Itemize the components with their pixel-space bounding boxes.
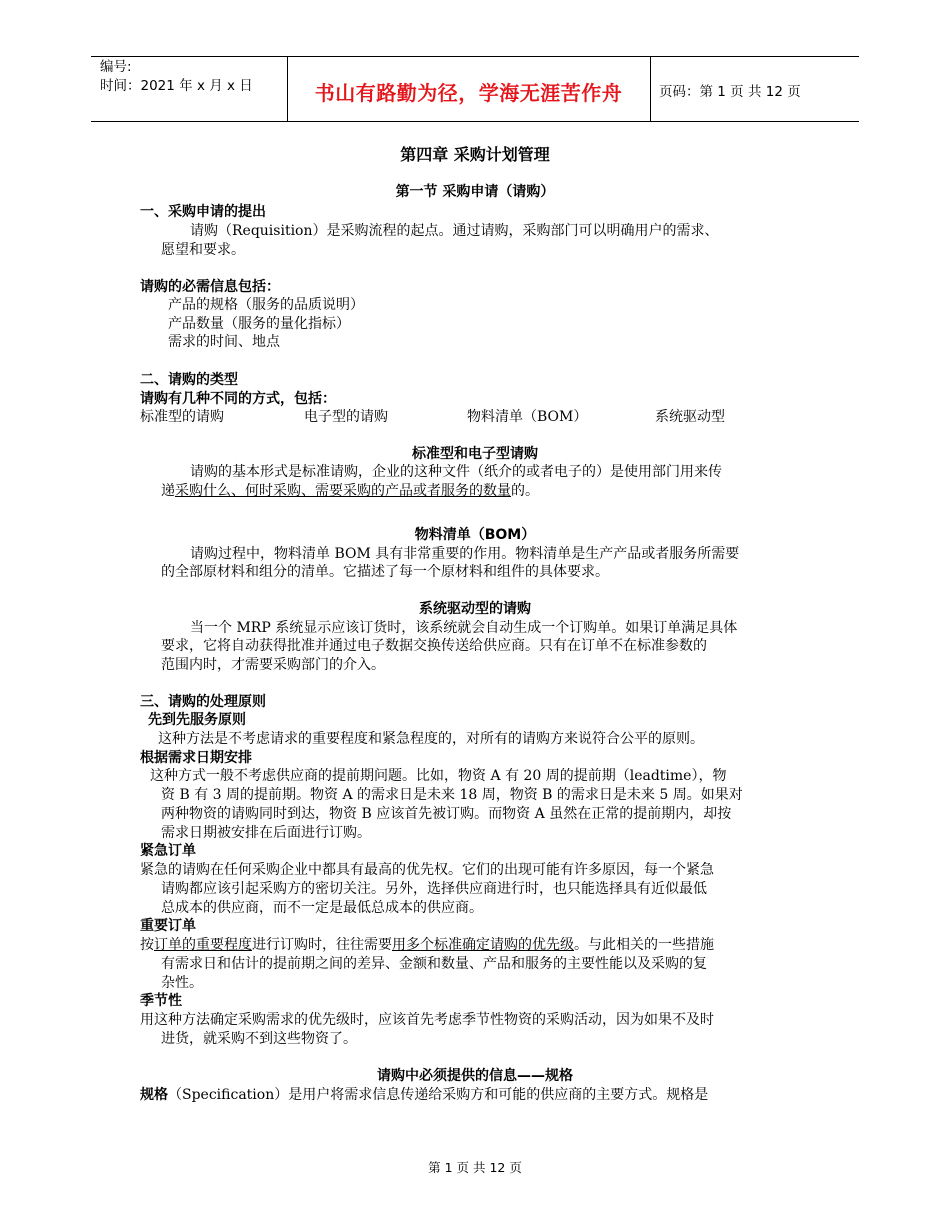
header-meta [100, 58, 253, 96]
page-footer: 第 1 页 共 12 页 [428, 1160, 522, 1175]
required-info-heading: 请购的必需信息包括： [140, 279, 280, 295]
paragraph-line: 规格（Specification）是用户将需求信息传递给采购方和可能的供应商的主要方式。规格是 [140, 1087, 709, 1103]
type-item: 电子型的请购 [304, 409, 388, 425]
paragraph-line: 总成本的供应商，而不一定是最低总成本的供应商。 [161, 900, 483, 916]
paragraph-line: 资 B 有 3 周的提前期。物资 A 的需求日是未来 18 周，物资 B 的需求日是未来 5 周。如果对 [161, 787, 743, 803]
type-item: 系统驱动型 [655, 409, 725, 425]
paragraph-line: 这种方式一般不考虑供应商的提前期问题。比如，物资 A 有 20 周的提前期（leadtime），物 [150, 768, 727, 784]
section-title: 第一节 采购申请（请购） [395, 184, 555, 200]
required-item: 需求的时间、地点 [168, 334, 280, 350]
principle-title: 先到先服务原则 [148, 712, 246, 728]
paragraph-line: 递采购什么、何时采购、需要采购的产品或者服务的数量的。 [161, 483, 539, 499]
header-motto: 书山有路勤为径，学海无涯苦作舟 [314, 81, 623, 105]
paragraph-line: 用这种方法确定采购需求的优先级时，应该首先考虑季节性物资的采购活动，因为如果不及时 [140, 1012, 714, 1028]
paragraph-line: 按订单的重要程度进行订购时，往往需要用多个标准确定请购的优先级。与此相关的一些措施 [140, 937, 714, 953]
heading-3: 三、请购的处理原则 [140, 694, 266, 710]
paragraph-line: 请购都应该引起采购方的密切关注。另外，选择供应商进行时，也只能选择具有近似最低 [161, 881, 707, 897]
chapter-title: 第四章 采购计划管理 [400, 145, 550, 164]
document-number-label: 编号: [100, 59, 132, 75]
paragraph-line: 当一个 MRP 系统显示应该订货时，该系统就会自动生成一个订购单。如果订单满足具体 [190, 620, 738, 636]
heading-2: 二、请购的类型 [140, 372, 238, 388]
underlined-phrase: 订单的重要程度 [154, 937, 252, 953]
heading-1: 一、采购申请的提出 [140, 204, 266, 220]
paragraph-line: 范围内时，才需要采购部门的介入。 [161, 657, 385, 673]
principle-title: 根据需求日期安排 [140, 750, 252, 766]
type-item: 标准型的请购 [140, 409, 224, 425]
subheading-system: 系统驱动型的请购 [419, 601, 531, 617]
principle-title: 紧急订单 [140, 843, 196, 859]
paragraph-line: 愿望和要求。 [161, 242, 245, 258]
paragraph-line: 要求，它将自动获得批准并通过电子数据交换传送给供应商。只有在订单不在标准参数的 [161, 638, 707, 654]
underlined-phrase: 采购什么、何时采购、需要采购的产品或者服务的数量 [175, 483, 511, 499]
paragraph-line: 请购的基本形式是标准请购，企业的这种文件（纸介的或者电子的）是使用部门用来传 [190, 464, 722, 480]
types-intro: 请购有几种不同的方式，包括： [140, 391, 336, 407]
underlined-phrase: 用多个标准确定请购的优先级 [392, 937, 574, 953]
paragraph-line: 进货，就采购不到这些物资了。 [161, 1031, 357, 1047]
header-page-info: 页码：第 1 页 共 12 页 [659, 84, 801, 100]
principle-title: 重要订单 [140, 918, 196, 934]
subheading-bom: 物料清单（BOM） [414, 527, 536, 543]
paragraph-line: 这种方法是不考虑请求的重要程度和紧急程度的，对所有的请购方来说符合公平的原则。 [158, 731, 704, 747]
header-divider-2 [650, 57, 651, 121]
paragraph-line: 两种物资的请购同时到达，物资 B 应该首先被订购。而物资 A 虽然在正常的提前期内，却按 [161, 806, 732, 822]
required-item: 产品数量（服务的量化指标） [168, 316, 350, 332]
paragraph-line: 杂性。 [161, 975, 203, 991]
subheading-specification: 请购中必须提供的信息——规格 [377, 1068, 573, 1084]
document-time-label: 时间：2021 年 x 月 x 日 [100, 78, 253, 94]
paragraph-line: 请购（Requisition）是采购流程的起点。通过请购，采购部门可以明确用户的需求、 [190, 223, 719, 239]
subheading-standard: 标准型和电子型请购 [412, 446, 538, 462]
header-top-rule [91, 56, 859, 57]
paragraph-line: 紧急的请购在任何采购企业中都具有最高的优先权。它们的出现可能有许多原因，每一个紧急 [140, 862, 714, 878]
paragraph-line: 的全部原材料和组分的清单。它描述了每一个原材料和组件的具体要求。 [161, 564, 609, 580]
paragraph-line: 需求日期被安排在后面进行订购。 [161, 825, 371, 841]
header-bottom-rule [91, 121, 859, 122]
required-item: 产品的规格（服务的品质说明） [168, 297, 364, 313]
paragraph-line: 有需求日和估计的提前期之间的差异、金额和数量、产品和服务的主要性能以及采购的复 [161, 956, 707, 972]
type-item: 物料清单（BOM） [467, 409, 588, 425]
principle-title: 季节性 [140, 993, 182, 1009]
paragraph-line: 请购过程中，物料清单 BOM 具有非常重要的作用。物料清单是生产产品或者服务所需要 [190, 546, 740, 562]
